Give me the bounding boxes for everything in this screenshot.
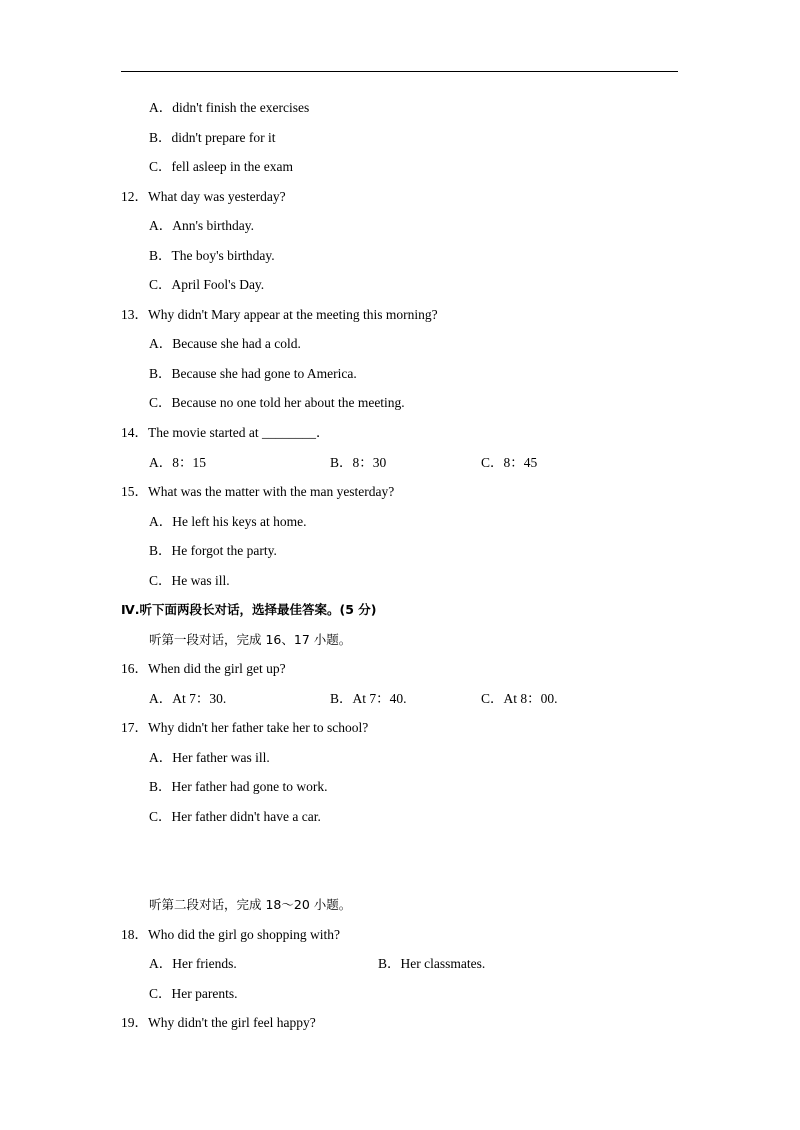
q17-option-c: C．Her father didn't have a car.	[149, 809, 321, 824]
q17-option-a: A．Her father was ill.	[149, 750, 270, 765]
q14-option-c: C．8：45	[481, 455, 538, 470]
q17-option-b: B．Her father had gone to work.	[149, 779, 328, 794]
q18-option-a: A．Her friends.	[149, 956, 237, 971]
q18-text: 18．Who did the girl go shopping with?	[121, 927, 340, 942]
section-4-heading: Ⅳ.听下面两段长对话，选择最佳答案。(5 分)	[121, 602, 377, 617]
q13-option-b: B．Because she had gone to America.	[149, 366, 357, 381]
dialog-1-instruction: 听第一段对话，完成 16、17 小题。	[149, 632, 352, 647]
q19-text: 19．Why didn't the girl feel happy?	[121, 1015, 316, 1030]
q16-option-c: C．At 8：00.	[481, 691, 558, 706]
q12-option-b: B．The boy's birthday.	[149, 248, 275, 263]
q18-option-b: B．Her classmates.	[378, 956, 486, 971]
q13-option-c: C．Because no one told her about the meeting.	[149, 395, 405, 410]
q12-option-c: C．April Fool's Day.	[149, 277, 265, 292]
q16-option-b: B．At 7：40.	[330, 691, 407, 706]
header-rule	[121, 71, 678, 72]
q11-option-c: C．fell asleep in the exam	[149, 159, 293, 174]
q12-text: 12．What day was yesterday?	[121, 189, 286, 204]
q14-option-a: A．8：15	[149, 455, 206, 470]
q12-option-a: A．Ann's birthday.	[149, 218, 255, 233]
q16-text: 16．When did the girl get up?	[121, 661, 286, 676]
q15-option-c: C．He was ill.	[149, 573, 230, 588]
q13-text: 13．Why didn't Mary appear at the meeting this morning?	[121, 307, 438, 322]
q16-option-a: A．At 7：30.	[149, 691, 227, 706]
q14-option-b: B．8：30	[330, 455, 387, 470]
q17-text: 17．Why didn't her father take her to school?	[121, 720, 369, 735]
q11-option-a: A．didn't finish the exercises	[149, 100, 310, 115]
q18-option-c: C．Her parents.	[149, 986, 238, 1001]
q13-option-a: A．Because she had a cold.	[149, 336, 301, 351]
q15-option-b: B．He forgot the party.	[149, 543, 277, 558]
q11-option-b: B．didn't prepare for it	[149, 130, 276, 145]
q14-text: 14．The movie started at ________．	[121, 425, 330, 440]
q15-option-a: A．He left his keys at home.	[149, 514, 307, 529]
dialog-2-instruction: 听第二段对话，完成 18～20 小题。	[149, 897, 352, 912]
q15-text: 15．What was the matter with the man yesterday?	[121, 484, 395, 499]
